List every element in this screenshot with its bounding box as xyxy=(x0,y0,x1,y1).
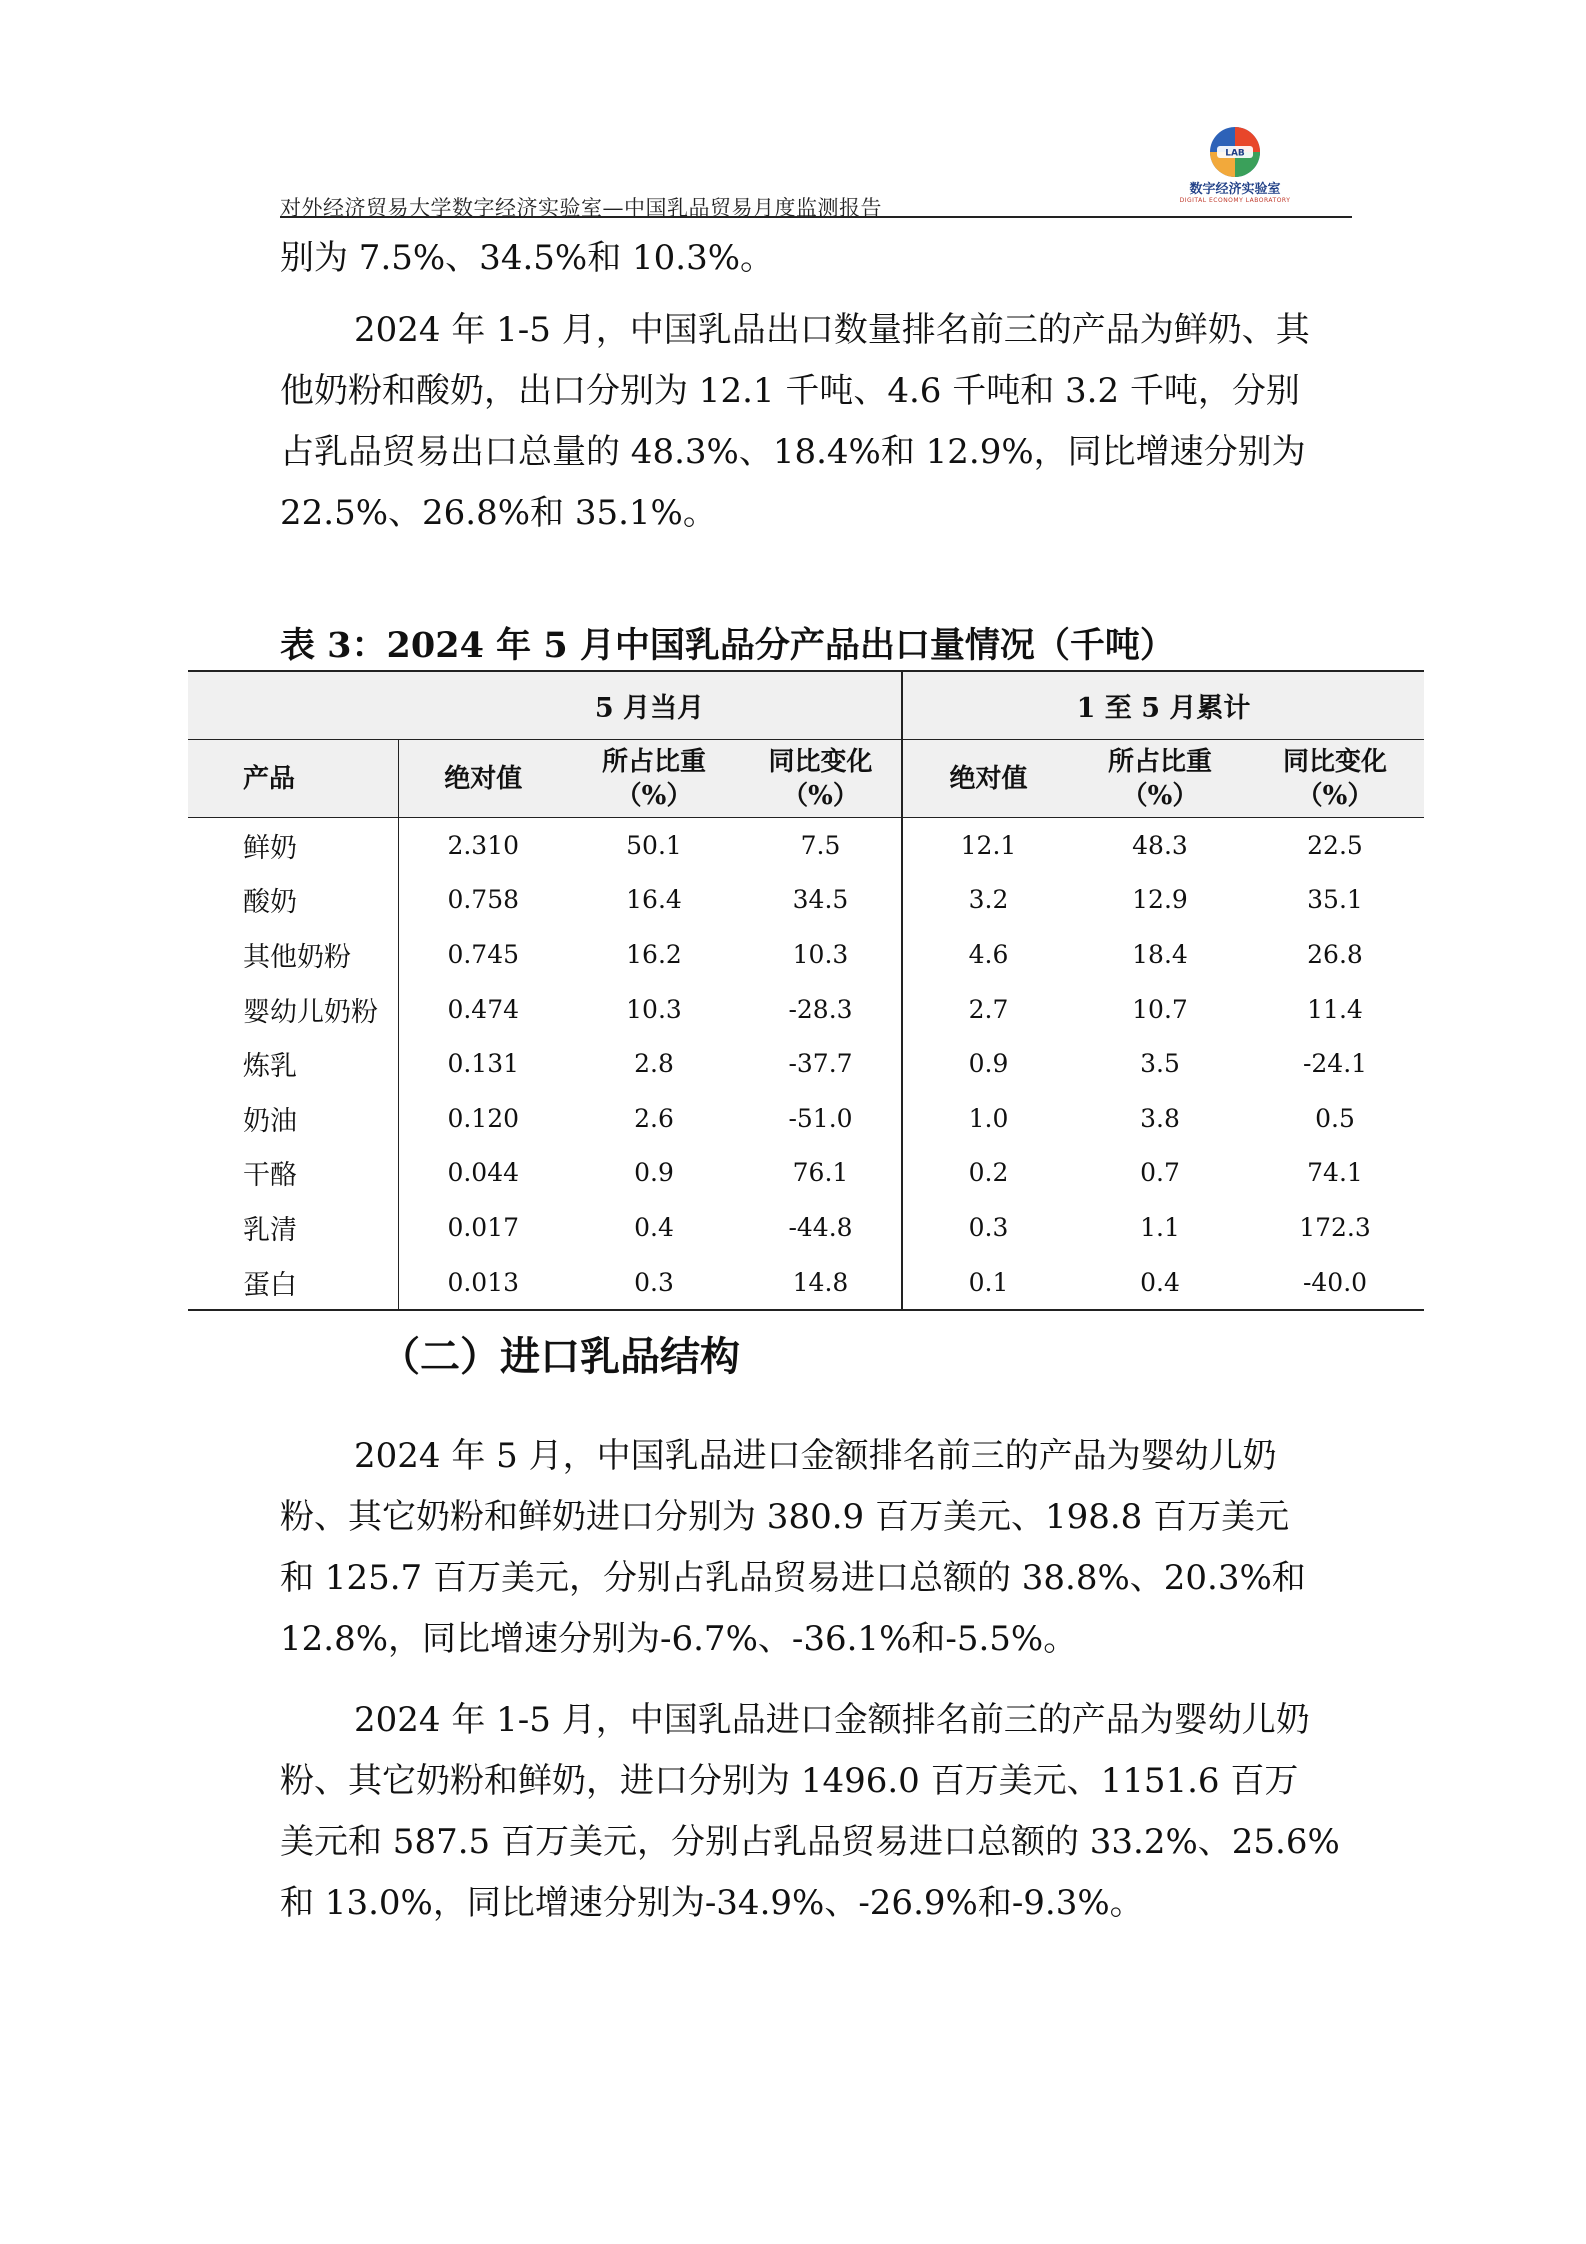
paragraph-line: 他奶粉和酸奶，出口分别为 12.1 千吨、4.6 千吨和 3.2 千吨，分别 xyxy=(280,371,1300,411)
col-header-abs: 绝对值 xyxy=(398,740,568,818)
cum-abs-cell: 0.2 xyxy=(968,1158,1009,1188)
month-share-cell: 16.4 xyxy=(626,885,682,915)
product-cell: 乳清 xyxy=(188,1200,398,1255)
month-share-cell: 50.1 xyxy=(626,830,682,860)
table-row xyxy=(188,873,1424,928)
section-heading: （二）进口乳品结构 xyxy=(380,1333,740,1380)
month-yoy-cell: -44.8 xyxy=(740,1200,902,1255)
paragraph-line xyxy=(280,300,1360,361)
line-text: 2024 年 1-5 月，中国乳品进口金额排名前三的产品为婴幼儿奶 xyxy=(354,1700,1310,1740)
header-unit: （%） xyxy=(1296,780,1374,811)
cum-share-cell: 1.1 xyxy=(1140,1212,1180,1242)
col-header-share-cumulative xyxy=(1074,740,1246,818)
cum-yoy-cell: 0.5 xyxy=(1315,1103,1355,1133)
cum-yoy-cell: 74.1 xyxy=(1307,1158,1363,1188)
cum-abs-cell: 2.7 xyxy=(968,994,1009,1024)
paragraph-line xyxy=(280,1690,1360,1751)
product-cell: 干酪 xyxy=(188,1146,398,1201)
month-abs-cell: 0.120 xyxy=(447,1103,520,1133)
product-cell: 婴幼儿奶粉 xyxy=(188,982,398,1037)
month-share-cell: 0.3 xyxy=(568,1255,740,1311)
table-row xyxy=(188,1091,1424,1146)
cum-yoy-cell: -24.1 xyxy=(1302,1049,1368,1079)
paragraph-line: 12.8%，同比增速分别为-6.7%、-36.1%和-5.5%。 xyxy=(280,1619,1078,1659)
month-abs-cell: 0.474 xyxy=(447,994,520,1024)
month-abs-cell: 0.017 xyxy=(447,1212,520,1242)
globe-logo-icon xyxy=(1205,124,1265,180)
paragraph-line: 和 13.0%，同比增速分别为-34.9%、-26.9%和-9.3%。 xyxy=(280,1883,1144,1923)
header-line: 所占比重 xyxy=(601,746,706,777)
paragraph-import-may xyxy=(280,1426,1360,1670)
cum-abs-cell: 0.3 xyxy=(968,1212,1009,1242)
month-yoy-cell: -28.3 xyxy=(740,982,902,1037)
line-text: 2024 年 5 月，中国乳品进口金额排名前三的产品为婴幼儿奶 xyxy=(354,1436,1277,1476)
month-abs-cell: 0.013 xyxy=(398,1255,568,1311)
cum-yoy-cell: -40.0 xyxy=(1246,1255,1424,1311)
table-row xyxy=(188,1255,1424,1311)
line-text: 2024 年 1-5 月，中国乳品出口数量排名前三的产品为鲜奶、其 xyxy=(354,310,1310,350)
cum-yoy-cell: 22.5 xyxy=(1307,830,1363,860)
table-title: 表 3：2024 年 5 月中国乳品分产品出口量情况（千吨） xyxy=(280,625,1175,666)
running-title: 对外经济贸易大学数字经济实验室—中国乳品贸易月度监测报告 xyxy=(280,196,882,220)
cum-share-cell: 18.4 xyxy=(1132,939,1188,969)
month-abs-cell: 0.745 xyxy=(447,939,520,969)
cum-share-cell: 3.5 xyxy=(1140,1049,1180,1079)
paragraph-line: 美元和 587.5 百万美元，分别占乳品贸易进口总额的 33.2%、25.6% xyxy=(280,1822,1340,1862)
cum-share-cell: 0.7 xyxy=(1140,1158,1180,1188)
header-line: 同比变化 xyxy=(768,746,873,777)
month-abs-cell: 0.044 xyxy=(447,1158,520,1188)
cum-share-cell: 48.3 xyxy=(1132,830,1188,860)
table-row xyxy=(188,1200,1424,1255)
cum-share-cell: 10.7 xyxy=(1132,994,1188,1024)
paragraph-continued xyxy=(280,228,1360,289)
logo-title: 数字经济实验室 xyxy=(1189,182,1281,197)
table-row xyxy=(188,982,1424,1037)
month-share-cell: 10.3 xyxy=(626,994,682,1024)
cum-abs-cell: 0.9 xyxy=(968,1049,1009,1079)
col-header-product: 产品 xyxy=(188,740,398,818)
cum-abs-cell: 12.1 xyxy=(960,830,1017,860)
table-corner xyxy=(188,671,398,740)
product-cell: 酸奶 xyxy=(188,873,398,928)
header-unit: （%） xyxy=(615,780,693,811)
month-share-cell: 2.8 xyxy=(634,1049,674,1079)
month-yoy-cell: 10.3 xyxy=(740,927,902,982)
product-cell: 奶油 xyxy=(188,1091,398,1146)
cum-yoy-cell: 35.1 xyxy=(1307,885,1363,915)
month-share-cell: 0.4 xyxy=(634,1212,674,1242)
lab-logo xyxy=(1175,124,1295,216)
logo-badge: LAB xyxy=(1225,148,1245,159)
cum-abs-cell: 3.2 xyxy=(968,885,1009,915)
month-abs-cell: 0.758 xyxy=(447,885,520,915)
month-yoy-cell: 14.8 xyxy=(740,1255,902,1311)
month-yoy-cell: 76.1 xyxy=(740,1146,902,1201)
group-header-cumulative: 1 至 5 月累计 xyxy=(902,671,1424,740)
col-header-abs-cumulative: 绝对值 xyxy=(902,740,1074,818)
month-share-cell: 16.2 xyxy=(626,939,682,969)
cum-yoy-cell: 172.3 xyxy=(1299,1212,1371,1242)
table-row xyxy=(188,927,1424,982)
col-header-yoy-cumulative xyxy=(1246,740,1424,818)
cum-yoy-cell: 11.4 xyxy=(1307,994,1363,1024)
header-unit: （%） xyxy=(1121,780,1199,811)
paragraph-export-jan-may xyxy=(280,300,1360,544)
export-volume-table xyxy=(188,670,1424,1311)
month-yoy-cell: -37.7 xyxy=(740,1036,902,1091)
table-row xyxy=(188,818,1424,873)
logo-subtitle: DIGITAL ECONOMY LABORATORY xyxy=(1179,197,1291,204)
paragraph-line: 22.5%、26.8%和 35.1%。 xyxy=(280,493,717,533)
col-header-yoy xyxy=(740,740,902,818)
product-cell: 炼乳 xyxy=(188,1036,398,1091)
product-cell: 鲜奶 xyxy=(188,818,398,873)
month-abs-cell: 0.131 xyxy=(447,1049,520,1079)
table-row xyxy=(188,1146,1424,1201)
col-header-share xyxy=(568,740,740,818)
group-header-month: 5 月当月 xyxy=(398,671,902,740)
cum-yoy-cell: 26.8 xyxy=(1307,939,1363,969)
cum-abs-cell: 4.6 xyxy=(968,939,1009,969)
header-line: 同比变化 xyxy=(1282,746,1387,777)
paragraph-line: 粉、其它奶粉和鲜奶，进口分别为 1496.0 百万美元、1151.6 百万 xyxy=(280,1761,1299,1801)
cum-abs-cell: 0.1 xyxy=(902,1255,1074,1311)
product-cell: 蛋白 xyxy=(188,1255,398,1311)
header-rule xyxy=(280,216,1352,218)
month-yoy-cell: -51.0 xyxy=(740,1091,902,1146)
month-yoy-cell: 7.5 xyxy=(740,818,902,873)
cum-abs-cell: 1.0 xyxy=(968,1103,1009,1133)
header-unit: （%） xyxy=(782,780,859,811)
cum-share-cell: 3.8 xyxy=(1140,1103,1180,1133)
month-share-cell: 2.6 xyxy=(634,1103,674,1133)
month-abs-cell: 2.310 xyxy=(447,830,520,860)
paragraph-line: 占乳品贸易出口总量的 48.3%、18.4%和 12.9%，同比增速分别为 xyxy=(280,432,1306,472)
paragraph-import-jan-may xyxy=(280,1690,1360,1934)
table-row xyxy=(188,1036,1424,1091)
paragraph-line xyxy=(280,1426,1360,1487)
month-yoy-cell: 34.5 xyxy=(740,873,902,928)
paragraph-line: 别为 7.5%、34.5%和 10.3%。 xyxy=(280,238,775,278)
page-header xyxy=(280,120,1352,220)
cum-share-cell: 0.4 xyxy=(1074,1255,1246,1311)
month-share-cell: 0.9 xyxy=(634,1158,674,1188)
paragraph-line: 粉、其它奶粉和鲜奶进口分别为 380.9 百万美元、198.8 百万美元 xyxy=(280,1497,1290,1537)
paragraph-line: 和 125.7 百万美元，分别占乳品贸易进口总额的 38.8%、20.3%和 xyxy=(280,1558,1306,1598)
header-line: 所占比重 xyxy=(1107,746,1212,777)
cum-share-cell: 12.9 xyxy=(1132,885,1188,915)
product-cell: 其他奶粉 xyxy=(188,927,398,982)
